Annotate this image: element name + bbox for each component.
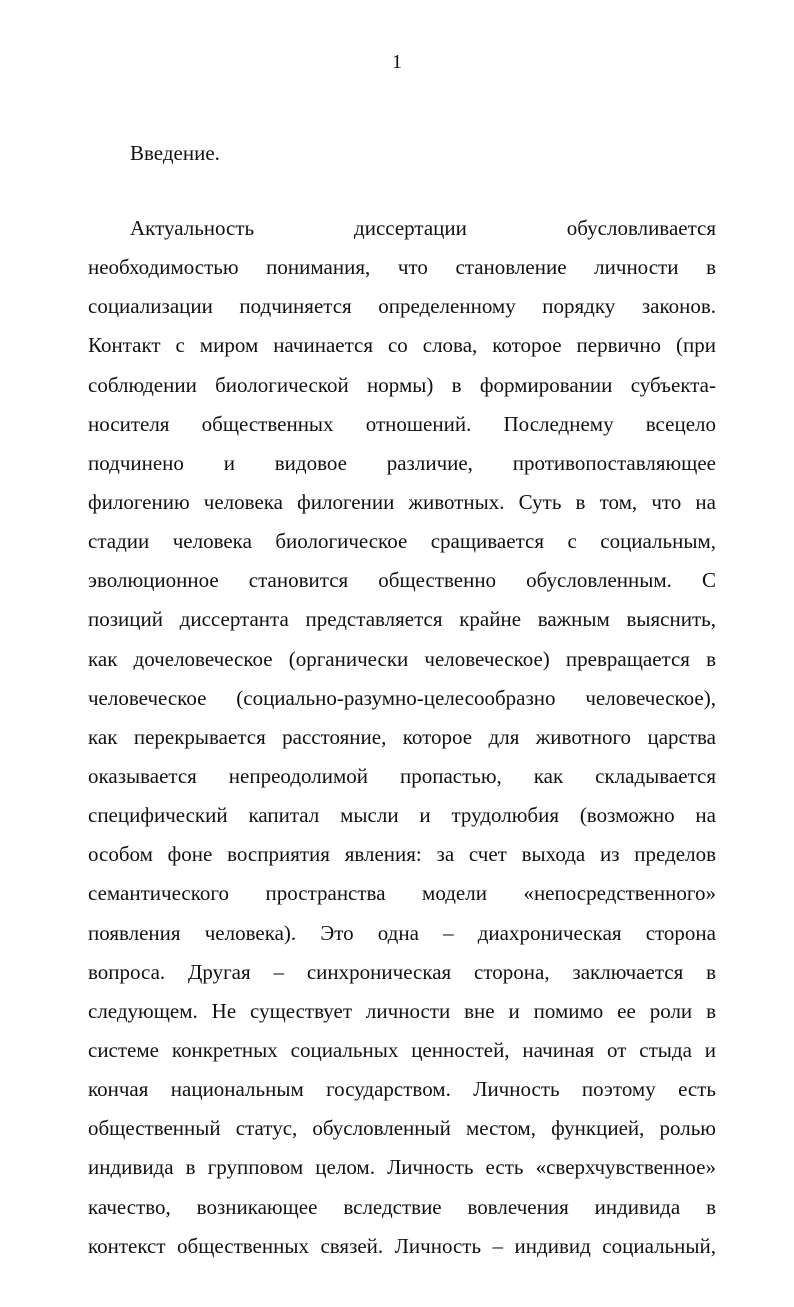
text-line: стадии человека биологическое сращивается с социальным, — [88, 529, 716, 554]
text-line: носителя общественных отношений. Последнему всецело — [88, 411, 716, 436]
text-line: как перекрывается расстояние, которое для животного царства — [88, 724, 716, 749]
text-line: человеческое (социально-разумно-целесообразно человеческое), — [88, 685, 716, 710]
text-line: филогению человека филогении животных. Суть в том, что на — [88, 489, 716, 514]
text-line: общественный статус, обусловленный местом, функцией, ролью — [88, 1116, 716, 1141]
text-line: специфический капитал мысли и трудолюбия (возможно на — [88, 803, 716, 828]
text-line: оказывается непреодолимой пропастью, как складывается — [88, 763, 716, 788]
text-line: индивида в групповом целом. Личность есть «сверхчувственное» — [88, 1155, 716, 1180]
text-line: эволюционное становится общественно обусловленным. С — [88, 568, 716, 593]
text-line: кончая национальным государством. Личность поэтому есть — [88, 1077, 716, 1102]
text-line: семантического пространства модели «непосредственного» — [88, 881, 716, 906]
text-line: Актуальность диссертации обусловливается — [130, 216, 716, 240]
text-line: соблюдении биологической нормы) в формировании субъекта- — [88, 372, 716, 397]
text-line: особом фоне восприятия явления: за счет выхода из пределов — [88, 842, 716, 867]
text-line: как дочеловеческое (органически человеческое) превращается в — [88, 646, 716, 671]
text-line: контекст общественных связей. Личность – индивид социальный, — [88, 1233, 716, 1258]
text-line: качество, возникающее вследствие вовлечения индивида в — [88, 1194, 716, 1219]
text-line: системе конкретных социальных ценностей, начиная от стыда и — [88, 1037, 716, 1062]
paragraph-body — [88, 213, 716, 1270]
text-line: позиций диссертанта представляется крайне важным выяснить, — [88, 607, 716, 632]
text-line: подчинено и видовое различие, противопоставляющее — [88, 450, 716, 475]
text-line: вопроса. Другая – синхроническая сторона, заключается в — [88, 959, 716, 984]
text-line: необходимостью понимания, что становление личности в — [88, 255, 716, 280]
page-number: 1 — [392, 51, 402, 73]
text-line: Контакт с миром начинается со слова, которое первично (при — [88, 333, 716, 358]
text-line: следующем. Не существует личности вне и помимо ее роли в — [88, 998, 716, 1023]
heading-introduction: Введение. — [130, 141, 220, 165]
text-line: появления человека). Это одна – диахроническая сторона — [88, 920, 716, 945]
text-line: социализации подчиняется определенному порядку законов. — [88, 294, 716, 319]
